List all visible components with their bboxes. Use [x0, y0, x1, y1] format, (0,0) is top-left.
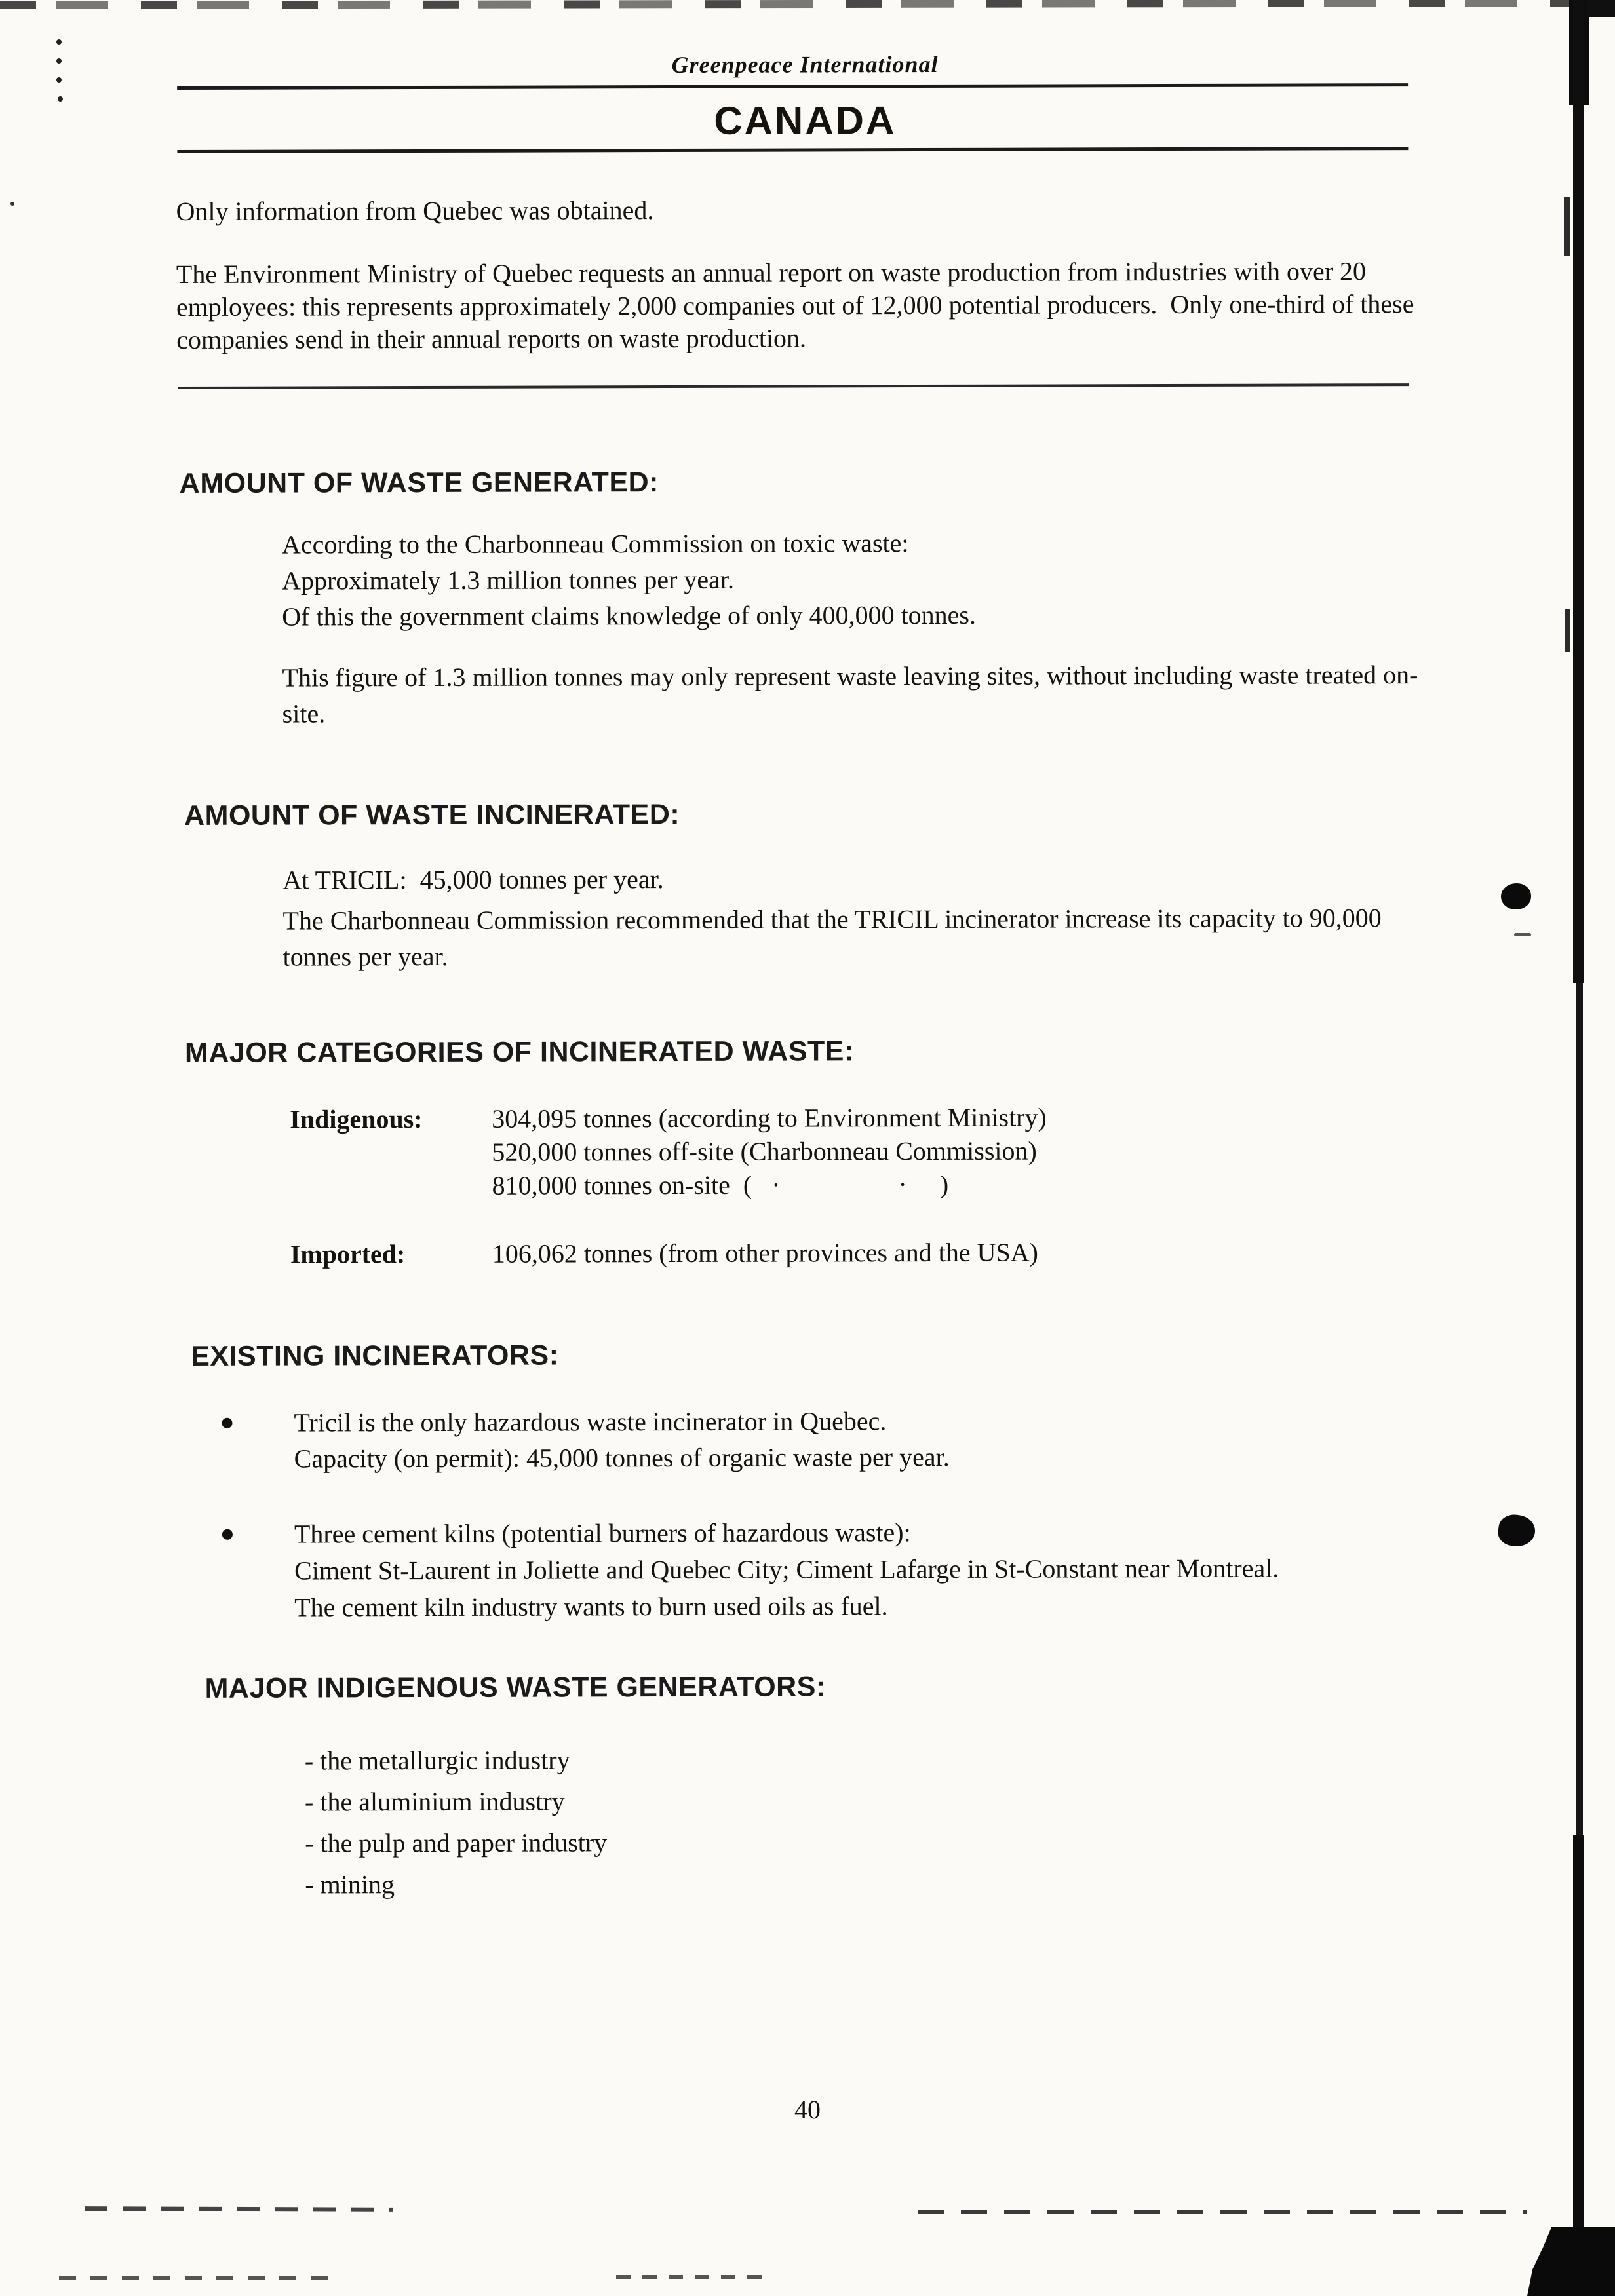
waste-generated-note: This figure of 1.3 million tonnes may only represent waste leaving sites, without including waste treated on-site. — [282, 660, 1418, 729]
scan-artifact-dot — [56, 39, 62, 45]
waste-generated-line: Approximately 1.3 million tonnes per year. — [282, 564, 735, 596]
incinerator-bullet-item — [180, 1513, 1464, 1626]
category-row-indigenous — [290, 1100, 1437, 1203]
category-row-imported — [290, 1234, 1437, 1271]
scan-artifact-bottom-dashes — [59, 2276, 334, 2280]
waste-incinerated-note: The Charbonneau Commission recommended that the TRICIL incinerator increase its capacity to 90,000 tonnes per year. — [282, 903, 1388, 972]
bullet-icon — [222, 1418, 232, 1428]
scan-artifact-ink-dot — [1501, 883, 1531, 909]
divider — [178, 383, 1409, 389]
scan-artifact-bottom-dashes — [918, 2210, 1527, 2214]
bullet-icon — [222, 1529, 233, 1540]
category-label: Indigenous: — [290, 1104, 423, 1134]
section-heading-existing-incinerators: EXISTING INCINERATORS: — [191, 1339, 559, 1372]
list-item: - the metallurgic industry — [304, 1745, 570, 1776]
section-heading-waste-generators: MAJOR INDIGENOUS WASTE GENERATORS: — [204, 1671, 826, 1704]
divider — [177, 147, 1408, 153]
waste-generated-line: According to the Charbonneau Commission on toxic waste: — [281, 528, 909, 560]
scan-artifact-right-band — [1576, 983, 1583, 1835]
scan-artifact-dot — [58, 96, 63, 102]
scan-artifact-corner-blob — [1527, 2227, 1615, 2296]
category-value: 520,000 tonnes off-site (Charbonneau Commission) — [492, 1136, 1037, 1167]
category-values — [492, 1236, 1038, 1271]
section-heading-waste-incinerated: AMOUNT OF WASTE INCINERATED: — [184, 798, 680, 832]
incinerator-line: Tricil is the only hazardous waste incinerator in Quebec. — [294, 1406, 887, 1438]
incinerator-line: The cement kiln industry wants to burn used oils as fuel. — [294, 1591, 888, 1622]
scan-artifact-bottom-dashes — [85, 2206, 393, 2212]
scan-artifact-top-edge — [0, 0, 1615, 9]
waste-generated-line: Of this the government claims knowledge of only 400,000 tonnes. — [282, 600, 977, 632]
scan-artifact-bottom-dashes — [616, 2275, 773, 2279]
category-value: 106,062 tonnes (from other provinces and the USA) — [492, 1237, 1039, 1269]
category-label: Imported: — [290, 1239, 406, 1269]
incinerator-bullet-text — [294, 1514, 1279, 1626]
incinerator-bullet-item — [179, 1402, 1464, 1477]
page-number: 40 — [794, 2095, 821, 2124]
scan-artifact-right-band — [1573, 0, 1584, 983]
waste-generated-block — [282, 524, 1435, 635]
list-item: - the aluminium industry — [304, 1786, 565, 1817]
scan-artifact-ink-dot — [1496, 1512, 1537, 1548]
list-item: - mining — [305, 1869, 395, 1900]
page-title: CANADA — [714, 98, 897, 143]
section-heading-incinerated-categories: MAJOR CATEGORIES OF INCINERATED WASTE: — [184, 1035, 854, 1069]
category-values — [492, 1101, 1047, 1202]
scan-artifact-streak — [1564, 197, 1570, 256]
scan-artifact-dot — [56, 77, 62, 83]
incinerator-line: Ciment St-Laurent in Joliette and Quebec City; Ciment Lafarge in St-Constant near Montreal. — [294, 1553, 1279, 1586]
incinerator-line: Capacity (on permit): 45,000 tonnes of organic waste per year. — [294, 1442, 950, 1474]
incinerator-bullet-text — [294, 1403, 949, 1477]
scan-artifact-dot — [10, 202, 14, 206]
scan-artifact-corner — [1586, 0, 1615, 17]
divider — [177, 83, 1408, 90]
intro-paragraph: The Environment Ministry of Quebec requests an annual report on waste production from industries with over 20 employees: this represents approximately 2,000 companies out of 12,000 potential producers. Only one-third of these companies send in their annual reports on waste production. — [176, 256, 1421, 354]
scan-artifact-dot — [56, 58, 62, 64]
section-heading-waste-generated: AMOUNT OF WASTE GENERATED: — [179, 467, 659, 499]
intro-line: Only information from Quebec was obtained. — [176, 195, 654, 226]
waste-incinerated-line: At TRICIL: 45,000 tonnes per year. — [282, 864, 664, 895]
waste-generators-list — [305, 1737, 1439, 1905]
scan-artifact-streak — [1565, 609, 1570, 652]
category-value: 810,000 tonnes on-site ( · · ) — [492, 1169, 949, 1200]
list-item: - the pulp and paper industry — [305, 1827, 608, 1858]
document-content — [176, 48, 1439, 1905]
incinerator-line: Three cement kilns (potential burners of hazardous waste): — [294, 1518, 911, 1549]
scan-artifact-ink-dash — [1514, 933, 1531, 936]
document-source-title: Greenpeace International — [671, 50, 939, 79]
category-value: 304,095 tonnes (according to Environment Ministry) — [492, 1102, 1047, 1134]
